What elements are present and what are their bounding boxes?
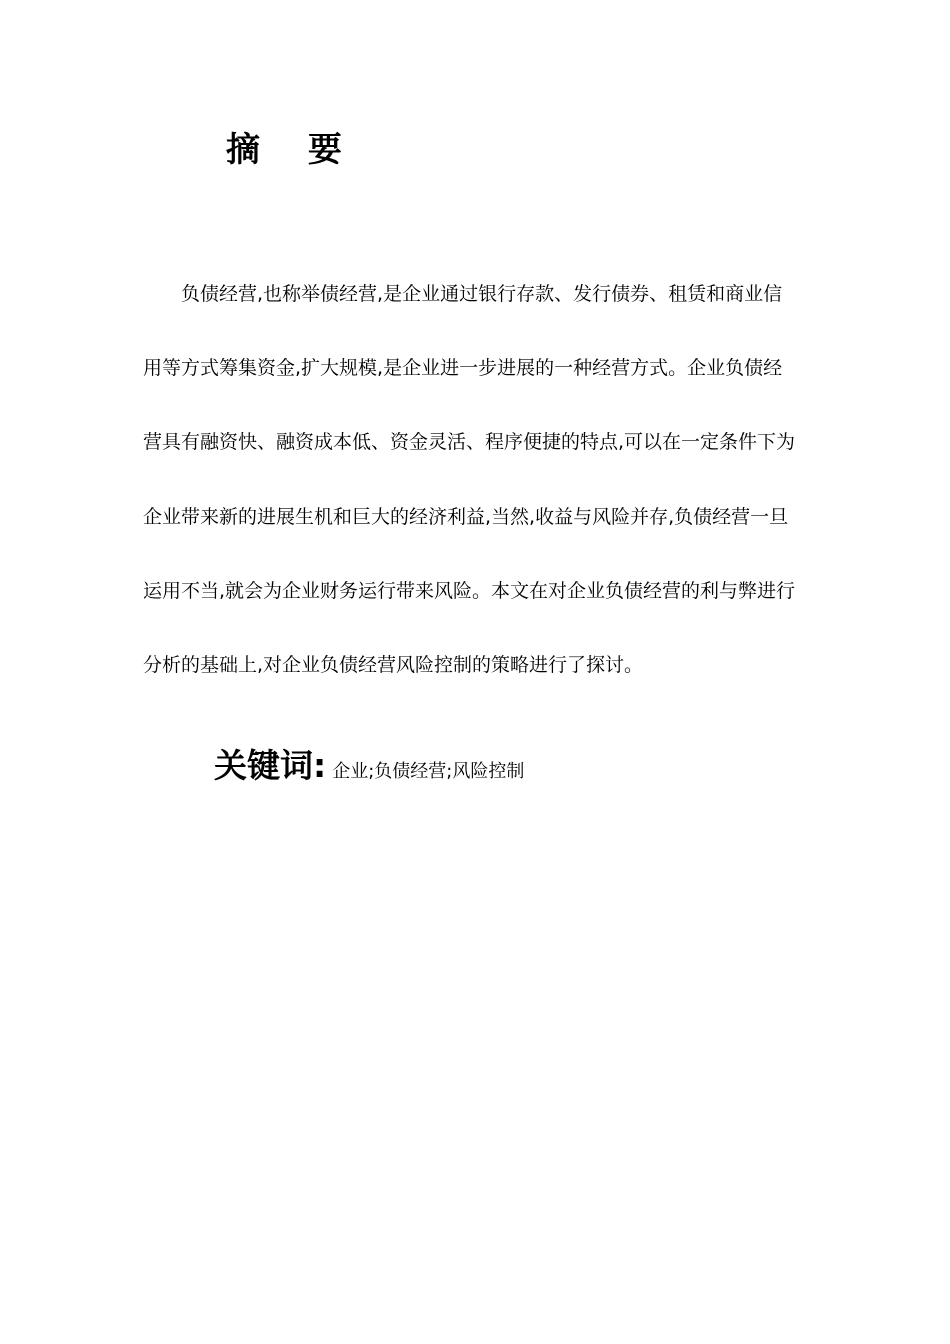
abstract-line: 分析的基础上,对企业负债经营风险控制的策略进行了探讨。 [143,654,644,676]
abstract-line: 营具有融资快、融资成本低、资金灵活、程序便捷的特点,可以在一定条件下为 [143,431,796,453]
abstract-line: 企业带来新的进展生机和巨大的经济利益,当然,收益与风险并存,负债经营一旦 [143,506,789,528]
keywords-section [214,742,524,796]
abstract-line: 负债经营,也称举债经营,是企业通过银行存款、发行债券、租赁和商业信 [181,283,783,305]
page-title: 摘 要 [226,130,360,170]
keywords-text: 企业;负债经营;风险控制 [332,761,525,782]
abstract-line: 运用不当,就会为企业财务运行带来风险。本文在对企业负债经营的利与弊进行 [143,580,796,602]
abstract-line: 用等方式筹集资金,扩大规模,是企业进一步进展的一种经营方式。企业负债经 [143,357,783,379]
keywords-label: 关键词: [214,746,327,785]
